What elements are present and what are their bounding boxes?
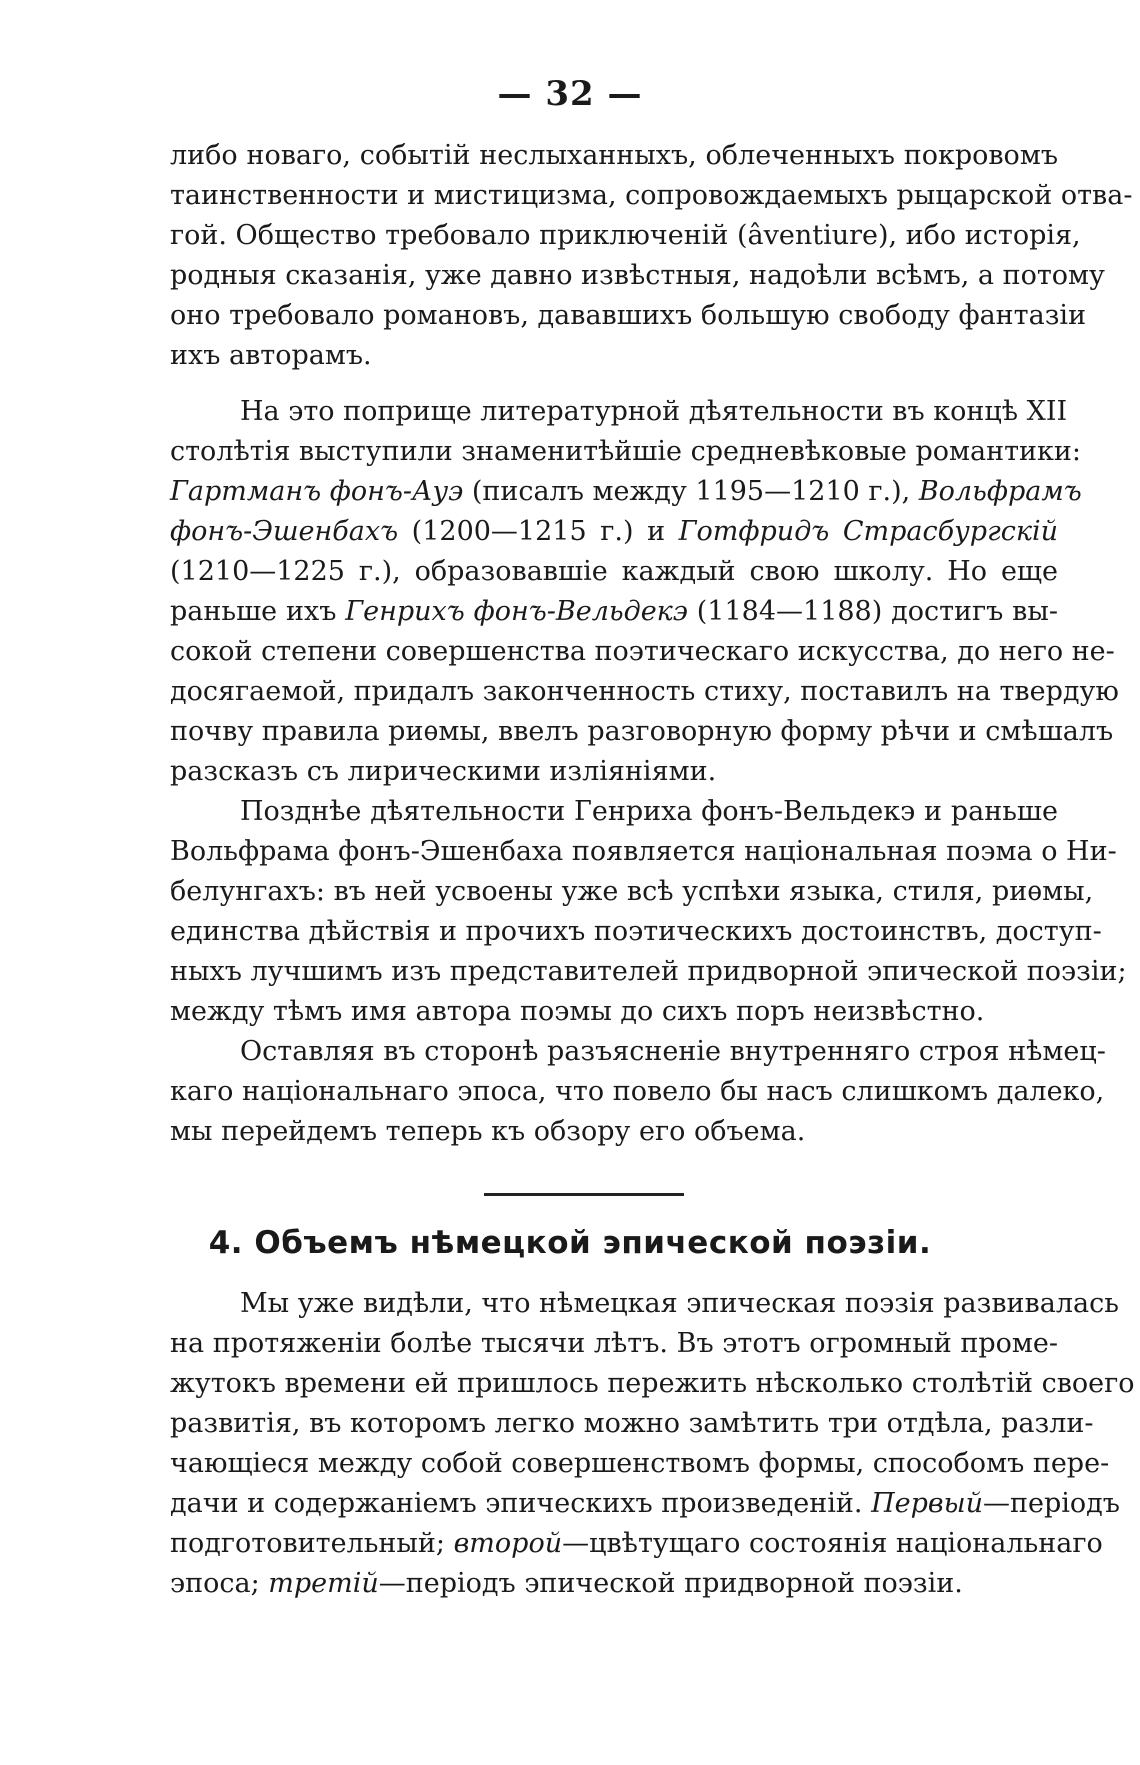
text-line: жутокъ времени ей пришлось пережить нѣсколько столѣтій своего <box>170 1368 1135 1399</box>
text-line: Оставляя въ сторонѣ разъясненіе внутренняго строя нѣмец- <box>240 1036 1106 1067</box>
text-segment: (писалъ между 1195—1210 г.), <box>463 476 919 507</box>
text-line: оно требовало романовъ, дававшихъ большую свободу фантазіи <box>170 300 1087 331</box>
text-segment: дачи и содержаніемъ эпическихъ произведеній. <box>170 1488 872 1519</box>
text-line: ихъ авторамъ. <box>170 340 372 371</box>
text-line: На это поприще литературной дѣятельности въ концѣ XII <box>240 396 1068 427</box>
emphasis: второй <box>453 1528 563 1559</box>
text-line: между тѣмъ имя автора поэмы до сихъ поръ неизвѣстно. <box>170 996 985 1027</box>
text-segment: раньше ихъ <box>170 596 346 627</box>
text-line: гой. Общество требовало приключеній (âventiure), ибо исторія, <box>170 220 1081 251</box>
text-line: досягаемой, придалъ законченность стиху, поставилъ на твердую <box>170 676 1119 707</box>
text-segment: —цвѣтущаго состоянія національнаго <box>562 1528 1103 1559</box>
text-segment: (1184—1188) достигъ вы- <box>687 596 1058 627</box>
text-line: столѣтія выступили знаменитѣйшіе средневѣковые романтики: <box>170 436 1081 467</box>
text-line <box>170 1484 1120 1524</box>
author-name: фонъ-Эшенбахъ <box>170 516 399 547</box>
emphasis: Первый <box>871 1488 983 1519</box>
text-line: Позднѣе дѣятельности Генриха фонъ-Вельдекэ и раньше <box>240 796 1058 827</box>
text-line <box>170 1524 1103 1564</box>
text-line: таинственности и мистицизма, сопровождаемыхъ рыцарской отва- <box>170 180 1133 211</box>
paragraph-1 <box>170 136 1133 376</box>
paragraph-2 <box>170 392 1119 792</box>
paragraph-4 <box>170 1032 1106 1152</box>
text-line: чающіеся между собой совершенствомъ формы, способомъ пере- <box>170 1448 1110 1479</box>
author-name: Вольфрамъ <box>918 476 1082 507</box>
text-segment: —періодъ эпической придворной поэзіи. <box>378 1568 963 1599</box>
text-line <box>170 592 1058 632</box>
text-line: либо новаго, событій неслыханныхъ, облеченныхъ покровомъ <box>170 140 1058 171</box>
text-line: сокой степени совершенства поэтическаго искусства, до него не- <box>170 636 1115 667</box>
text-line: (1210—1225 г.), образовавшіе каждый свою школу. Но еще <box>170 556 1058 587</box>
section-divider <box>484 1193 684 1196</box>
text-line: каго національнаго эпоса, что повело бы насъ слишкомъ далеко, <box>170 1076 1105 1107</box>
text-segment: (1200—1215 г.) и <box>398 516 679 547</box>
text-line: родныя сказанія, уже давно извѣстныя, надоѣли всѣмъ, а потому <box>170 260 1105 291</box>
author-name: Генрихъ фонъ-Вельдекэ <box>345 596 688 627</box>
text-line: белунгахъ: въ ней усвоены уже всѣ успѣхи языка, стиля, риѳмы, <box>170 876 1094 907</box>
text-line: ныхъ лучшимъ изъ представителей придворной эпической поэзіи; <box>170 956 1127 987</box>
paragraph-5 <box>170 1284 1135 1604</box>
text-line: мы перейдемъ теперь къ обзору его объема. <box>170 1116 806 1147</box>
text-line: на протяженіи болѣе тысячи лѣтъ. Въ этотъ огромный проме- <box>170 1328 1058 1359</box>
text-line <box>170 472 1082 512</box>
text-line <box>170 512 1058 552</box>
text-line: единства дѣйствія и прочихъ поэтическихъ достоинствъ, доступ- <box>170 916 1102 947</box>
author-name: Готфридъ Страсбургскій <box>678 516 1058 547</box>
paragraph-3 <box>170 792 1127 1032</box>
text-line: Вольфрама фонъ-Эшенбаха появляется національная поэма о Ни- <box>170 836 1117 867</box>
text-segment: эпоса; <box>170 1568 269 1599</box>
text-line: разсказъ съ лирическими изліяніями. <box>170 756 717 787</box>
text-segment: подготовительный; <box>170 1528 454 1559</box>
text-segment: —періодъ <box>982 1488 1120 1519</box>
text-line: Мы уже видѣли, что нѣмецкая эпическая поэзія развивалась <box>240 1288 1119 1319</box>
text-line: развитія, въ которомъ легко можно замѣтить три отдѣла, разли- <box>170 1408 1094 1439</box>
emphasis: третій <box>268 1568 379 1599</box>
text-line <box>170 1564 1058 1604</box>
page-number: — 32 — <box>497 74 643 114</box>
section-heading: 4. Объемъ нѣмецкой эпической поэзіи. <box>208 1225 932 1261</box>
author-name: Гартманъ фонъ-Ауэ <box>170 476 464 507</box>
text-line: почву правила риѳмы, ввелъ разговорную форму рѣчи и смѣшалъ <box>170 716 1114 747</box>
